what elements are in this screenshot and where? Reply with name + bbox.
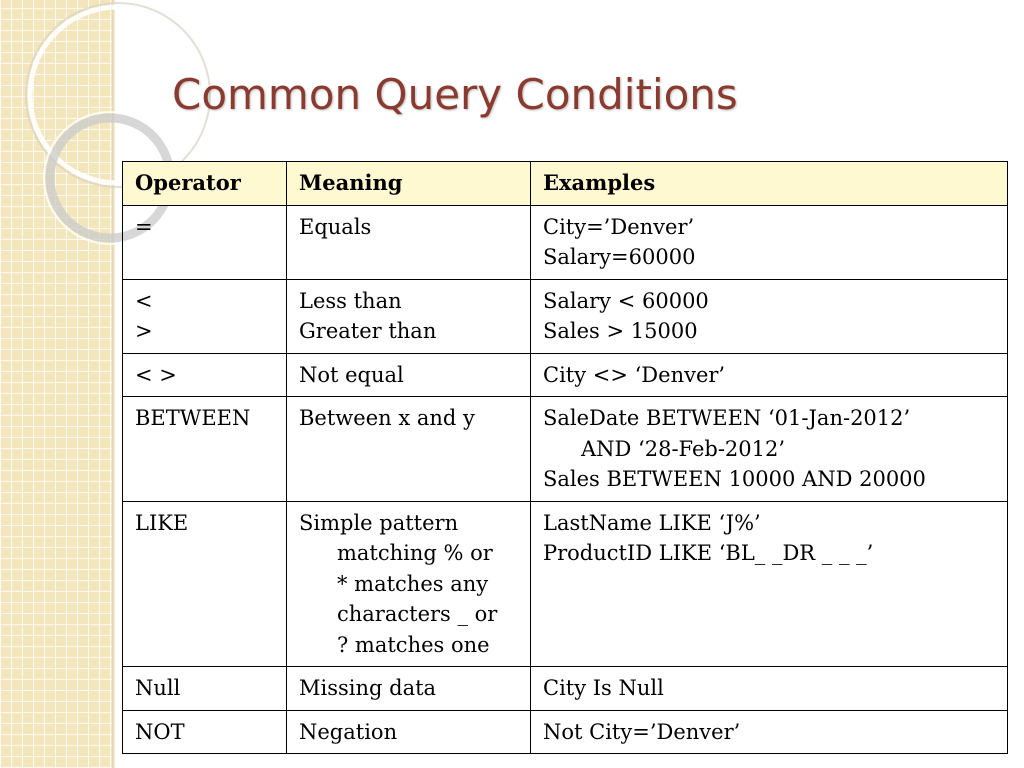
cell-line-indented: * matches any: [337, 571, 489, 596]
cell-line: City <> ‘Denver’: [543, 362, 726, 387]
header-operator: Operator: [123, 162, 287, 206]
cell-line: Less than: [299, 288, 402, 313]
cell-line: =: [135, 214, 153, 239]
cell-line: Null: [135, 676, 181, 700]
table-row: [123, 279, 1008, 353]
operator-cell: [123, 710, 287, 754]
cell-line: >: [135, 319, 153, 343]
cell-line: Negation: [299, 719, 398, 744]
cell-line: Salary=60000: [543, 245, 696, 269]
cell-line-indented: characters _ or: [337, 602, 498, 626]
operator-cell: [123, 353, 287, 397]
cell-line: Between x and y: [299, 406, 475, 430]
operator-cell: [123, 279, 287, 353]
operator-cell: [123, 501, 287, 667]
operator-cell: [123, 205, 287, 279]
table-row: [123, 397, 1008, 502]
cell-line: City=’Denver’: [543, 214, 695, 239]
meaning-cell: [287, 205, 531, 279]
examples-cell: [531, 710, 1008, 754]
table-header-row: [123, 162, 1008, 206]
table-row: [123, 353, 1008, 397]
cell-line: Not equal: [299, 362, 404, 387]
cell-line: ProductID LIKE ‘BL_ _DR _ _ _’: [543, 541, 874, 565]
cell-line: BETWEEN: [135, 406, 251, 430]
examples-cell: [531, 501, 1008, 667]
meaning-cell: [287, 279, 531, 353]
cell-line: <: [135, 288, 153, 313]
cell-line: < >: [135, 362, 177, 387]
cell-line: SaleDate BETWEEN ‘01-Jan-2012’: [543, 406, 911, 430]
meaning-cell: [287, 667, 531, 711]
examples-cell: [531, 667, 1008, 711]
cell-line: Sales BETWEEN 10000 AND 20000: [543, 467, 926, 491]
operator-cell: [123, 667, 287, 711]
table-row: [123, 501, 1008, 667]
query-conditions-table: [122, 161, 1008, 754]
cell-line-indented: AND ‘28-Feb-2012’: [581, 436, 786, 461]
examples-cell: [531, 279, 1008, 353]
header-examples: Examples: [531, 162, 1008, 206]
cell-line: Equals: [299, 214, 372, 239]
meaning-cell: [287, 710, 531, 754]
cell-line: Greater than: [299, 319, 437, 343]
cell-line: Sales > 15000: [543, 319, 698, 343]
table-row: [123, 205, 1008, 279]
cell-line: LastName LIKE ‘J%’: [543, 510, 761, 535]
cell-line: Simple pattern: [299, 510, 459, 535]
header-meaning: Meaning: [287, 162, 531, 206]
cell-line-indented: matching % or: [337, 541, 493, 565]
cell-line-indented: ? matches one: [337, 632, 490, 657]
cell-line: Missing data: [299, 676, 437, 700]
cell-line: Not City=’Denver’: [543, 719, 741, 744]
slide-title: Common Query Conditions: [172, 70, 738, 119]
meaning-cell: [287, 397, 531, 502]
cell-line: NOT: [135, 719, 185, 744]
table-row: [123, 667, 1008, 711]
examples-cell: [531, 397, 1008, 502]
operator-cell: [123, 397, 287, 502]
cell-line: Salary < 60000: [543, 288, 709, 313]
table-row: [123, 710, 1008, 754]
examples-cell: [531, 353, 1008, 397]
meaning-cell: [287, 353, 531, 397]
cell-line: City Is Null: [543, 676, 664, 700]
meaning-cell: [287, 501, 531, 667]
cell-line: LIKE: [135, 510, 189, 535]
examples-cell: [531, 205, 1008, 279]
